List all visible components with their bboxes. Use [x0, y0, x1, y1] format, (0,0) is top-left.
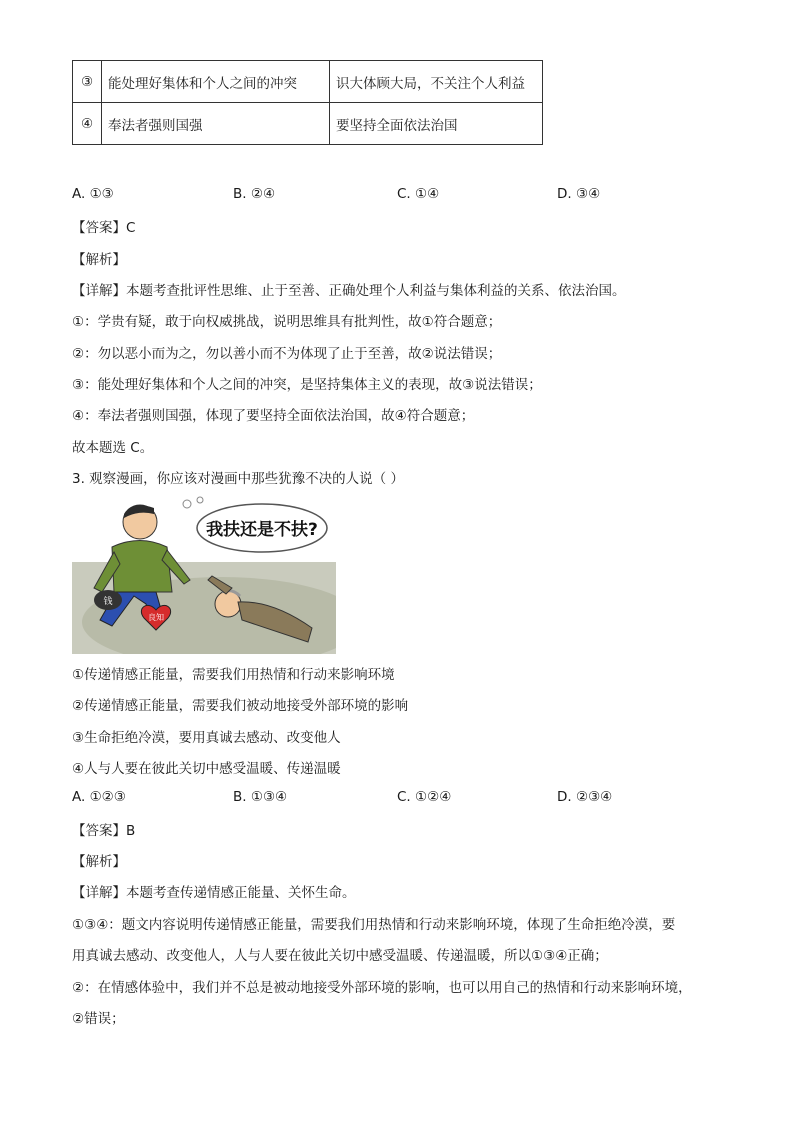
svg-text:钱: 钱 [103, 597, 113, 607]
table-row [73, 61, 543, 103]
detail-text: 【详解】本题考查传递情感正能量、关怀生命。 [72, 885, 356, 901]
table-cell: 要坚持全面依法治国 [330, 103, 543, 145]
table-cell: 识大体顾大局，不关注个人利益 [330, 61, 543, 103]
options-table [72, 60, 543, 145]
analysis-line: ②错误； [72, 1011, 125, 1027]
question-stem: 3. 观察漫画，你应该对漫画中那些犹豫不决的人说（ ） [72, 471, 404, 487]
analysis-label: 【解析】 [72, 854, 126, 870]
bubble-text: 我扶还是不扶? [206, 520, 318, 540]
analysis-line: ②：在情感体验中，我们并不总是被动地接受外部环境的影响，也可以用自己的热情和行动来影响环境， [72, 980, 692, 996]
option-a: A. ①②③ [72, 789, 126, 805]
analysis-line: 用真诚去感动、改变他人，人与人要在彼此关切中感受温暖、传递温暖，所以①③④正确； [72, 948, 608, 964]
option-b: B. ①③④ [233, 789, 288, 805]
option-a: A. ①③ [72, 186, 114, 202]
svg-text:良知: 良知 [148, 613, 164, 622]
statement: ③生命拒绝冷漠，要用真诚去感动、改变他人 [72, 730, 341, 746]
cartoon-image [72, 492, 336, 654]
option-b: B. ②④ [233, 186, 276, 202]
option-d: D. ③④ [557, 186, 601, 202]
statement: ②传递情感正能量，需要我们被动地接受外部环境的影响 [72, 698, 409, 714]
option-c: C. ①②④ [397, 789, 452, 805]
row-number: ④ [73, 103, 102, 145]
table-row [73, 103, 543, 145]
analysis-line: ④：奉法者强则国强，体现了要坚持全面依法治国，故④符合题意； [72, 408, 475, 424]
analysis-line: ②：勿以恶小而为之，勿以善小而不为体现了止于至善，故②说法错误； [72, 346, 502, 362]
option-d: D. ②③④ [557, 789, 613, 805]
table-cell: 奉法者强则国强 [102, 103, 330, 145]
detail-text: 【详解】本题考查批评性思维、止于至善、正确处理个人利益与集体利益的关系、依法治国。 [72, 283, 626, 299]
answer-label: 【答案】B [72, 823, 136, 839]
analysis-line: ①③④：题文内容说明传递情感正能量，需要我们用热情和行动来影响环境，体现了生命拒绝冷漠，要 [72, 917, 676, 933]
table-cell: 能处理好集体和个人之间的冲突 [102, 61, 330, 103]
cartoon-illustration [72, 492, 336, 654]
analysis-label: 【解析】 [72, 252, 126, 268]
analysis-line: ①：学贵有疑，敢于向权威挑战，说明思维具有批判性，故①符合题意； [72, 314, 502, 330]
answer-label: 【答案】C [72, 220, 136, 236]
statement: ④人与人要在彼此关切中感受温暖、传递温暖 [72, 761, 341, 777]
conclusion-line: 故本题选 C。 [72, 440, 154, 456]
statement: ①传递情感正能量，需要我们用热情和行动来影响环境 [72, 667, 395, 683]
row-number: ③ [73, 61, 102, 103]
analysis-line: ③：能处理好集体和个人之间的冲突，是坚持集体主义的表现，故③说法错误； [72, 377, 542, 393]
option-c: C. ①④ [397, 186, 440, 202]
